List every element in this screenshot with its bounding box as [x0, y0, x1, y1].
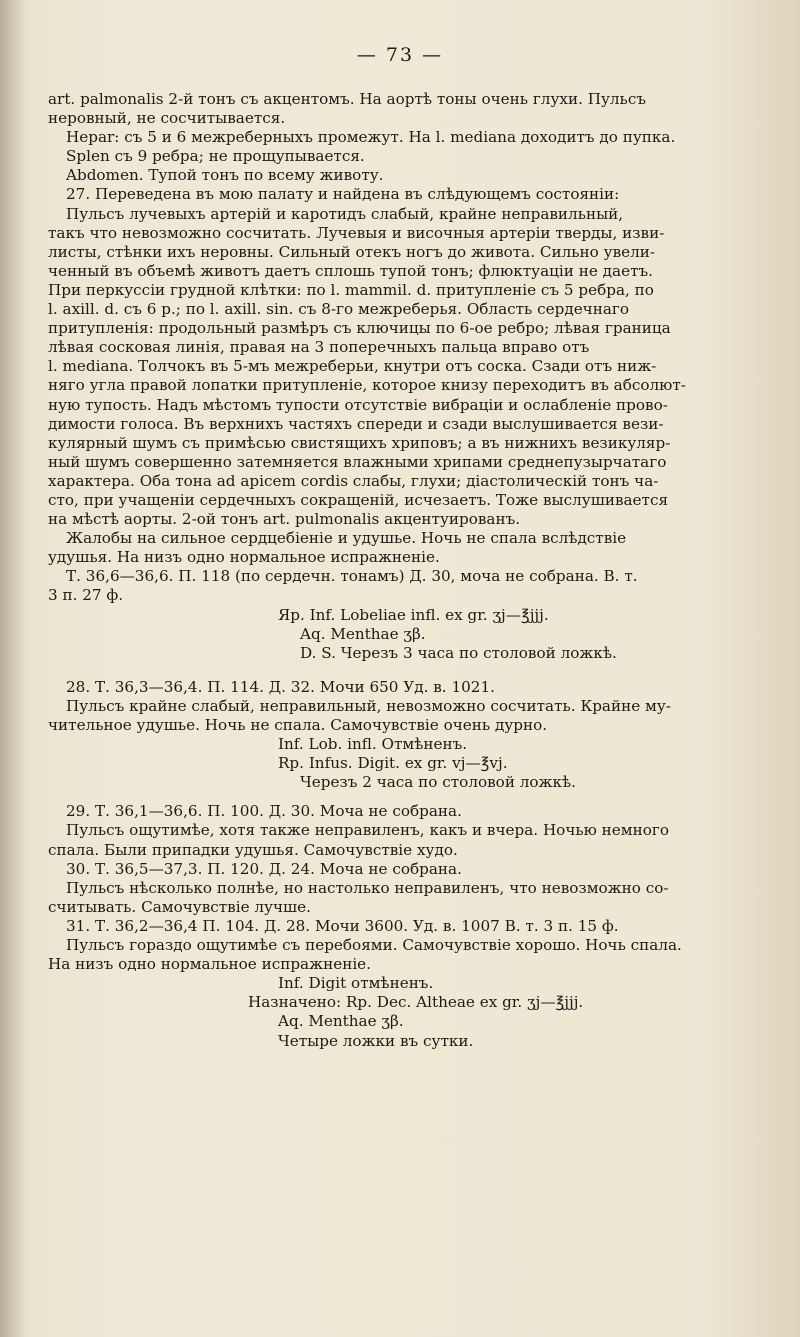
text-line: Жалобы на сильное сердцебіеніе и удушье. Ночь не спала вслѣдствіе — [66, 529, 627, 548]
entry-heading: 31. Т. 36,2—36,4 П. 104. Д. 28. Мочи 3600. Уд. в. 1007 В. т. 3 п. 15 ф. — [66, 916, 619, 935]
entry-heading: 30. Т. 36,5—37,3. П. 120. Д. 24. Моча не собрана. — [66, 859, 462, 878]
prescription-line: Rp. Infus. Digit. ex gr. vj—℥vj. — [278, 754, 508, 773]
text-line: считывать. Самочувствіе лучше. — [48, 897, 311, 916]
prescription-line: Inf. Digit отмѣненъ. — [278, 974, 434, 993]
prescription-line: Четыре ложки въ сутки. — [278, 1031, 474, 1050]
entry-heading: 29. Т. 36,1—36,6. П. 100. Д. 30. Моча не собрана. — [66, 802, 462, 821]
text-line: ченный въ объемѣ животъ даетъ сплошь тупой тонъ; флюктуаціи не даетъ. — [48, 261, 653, 280]
text-line: сто, при учащеніи сердечныхъ сокращеній, исчезаетъ. Тоже выслушивается — [48, 490, 669, 509]
page-body — [48, 90, 766, 1051]
prescription-line: Яр. Inf. Lobeliae infl. ex gr. ʒj—℥jjj. — [278, 605, 549, 624]
text-line: На низъ одно нормальное испражненіе. — [48, 955, 371, 974]
text-line: Пульсъ крайне слабый, неправильный, невозможно сосчитать. Крайне му- — [66, 696, 671, 715]
text-line: такъ что невозможно сосчитать. Лучевыя и височныя артеріи тверды, изви- — [48, 223, 665, 242]
text-line: неровный, не сосчитывается. — [48, 109, 286, 128]
entry-heading: 28. Т. 36,3—36,4. П. 114. Д. 32. Мочи 650 Уд. в. 1021. — [66, 677, 495, 696]
text-line: Splen съ 9 ребра; не прощупывается. — [66, 147, 365, 166]
text-line: лѣвая сосковая линія, правая на 3 поперечныхъ пальца вправо отъ — [48, 338, 590, 357]
text-line: на мѣстѣ аорты. 2-ой тонъ art. pulmonalis акцентуированъ. — [48, 510, 521, 529]
spacer — [48, 663, 766, 678]
text-line: притупленія: продольный размѣръ съ ключицы по 6-ое ребро; лѣвая граница — [48, 319, 671, 338]
prescription-line: Inf. Lob. infl. Отмѣненъ. — [278, 735, 468, 754]
text-line: Т. 36,6—36,6. П. 118 (по сердечн. тонамъ) Д. 30, моча не собрана. В. т. — [66, 567, 638, 586]
prescription-line: Aq. Menthae ʒβ. — [300, 624, 426, 643]
text-line: l. mediana. Толчокъ въ 5-мъ межреберьи, кнутри отъ соска. Сзади отъ ниж- — [48, 357, 657, 376]
text-line: кулярный шумъ съ примѣсью свистящихъ хриповъ; а въ нижнихъ везикуляр- — [48, 433, 671, 452]
text-line: Пульсъ гораздо ощутимѣе съ перебоями. Самочувствіе хорошо. Ночь спала. — [66, 936, 682, 955]
text-line: спала. Были припадки удушья. Самочувствіе худо. — [48, 840, 458, 859]
text-line: удушья. На низъ одно нормальное испражненіе. — [48, 548, 440, 567]
text-line: l. axill. d. съ 6 р.; по l. axill. sin. съ 8-го межреберья. Область сердечнаго — [48, 300, 629, 319]
text-line: 3 п. 27 ф. — [48, 586, 124, 605]
spacer — [48, 792, 766, 802]
text-line: ную тупость. Надъ мѣстомъ тупости отсутствіе вибраціи и ослабленіе прово- — [48, 395, 668, 414]
text-line: листы, стѣнки ихъ неровны. Сильный отекъ ногъ до живота. Сильно увели- — [48, 242, 656, 261]
text-line: При перкуссіи грудной клѣтки: по l. mammil. d. притупленіе съ 5 ребра, по — [48, 280, 654, 299]
page-edge-shadow — [0, 0, 26, 1337]
entry-heading: 27. Переведена въ мою палату и найдена въ слѣдующемъ состояніи: — [66, 185, 620, 204]
text-line: Abdomen. Тупой тонъ по всему животу. — [66, 166, 384, 185]
prescription-line: Черезъ 2 часа по столовой ложкѣ. — [300, 773, 577, 792]
prescription-line: D. S. Черезъ 3 часа по столовой ложкѣ. — [300, 643, 617, 662]
text-line: чительное удушье. Ночь не спала. Самочувствіе очень дурно. — [48, 716, 548, 734]
text-line: димости голоса. Въ верхнихъ частяхъ спереди и сзади выслушивается вези- — [48, 414, 664, 433]
text-line: Пульсъ лучевыхъ артерій и каротидъ слабый, крайне неправильный, — [66, 204, 624, 223]
text-line: няго угла правой лопатки притупленіе, которое книзу переходитъ въ абсолют- — [48, 376, 686, 395]
prescription-line: Aq. Menthae ʒβ. — [278, 1012, 404, 1031]
text-line: Пульсъ ощутимѣе, хотя также неправиленъ, какъ и вчера. Ночью немного — [66, 821, 669, 840]
text-line: Пульсъ нѣсколько полнѣе, но настолько неправиленъ, что невозможно со- — [66, 878, 669, 897]
prescription-line: Назначено: Rp. Dec. Althеае ex gr. ʒj—℥jjj. — [248, 993, 584, 1012]
text-line: art. palmonalis 2-й тонъ съ акцентомъ. На аортѣ тоны очень глухи. Пульсъ — [48, 90, 646, 108]
text-line: характера. Оба тона ad apicem cordis слабы, глухи; діастолическій тонъ ча- — [48, 471, 659, 490]
page-number: — 73 — — [356, 44, 444, 66]
text-line: ный шумъ совершенно затемняется влажными хрипами среднепузырчатаго — [48, 452, 667, 471]
text-line: Hepar: съ 5 и 6 межреберныхъ промежут. На l. mediana доходитъ до пупка. — [66, 128, 676, 147]
